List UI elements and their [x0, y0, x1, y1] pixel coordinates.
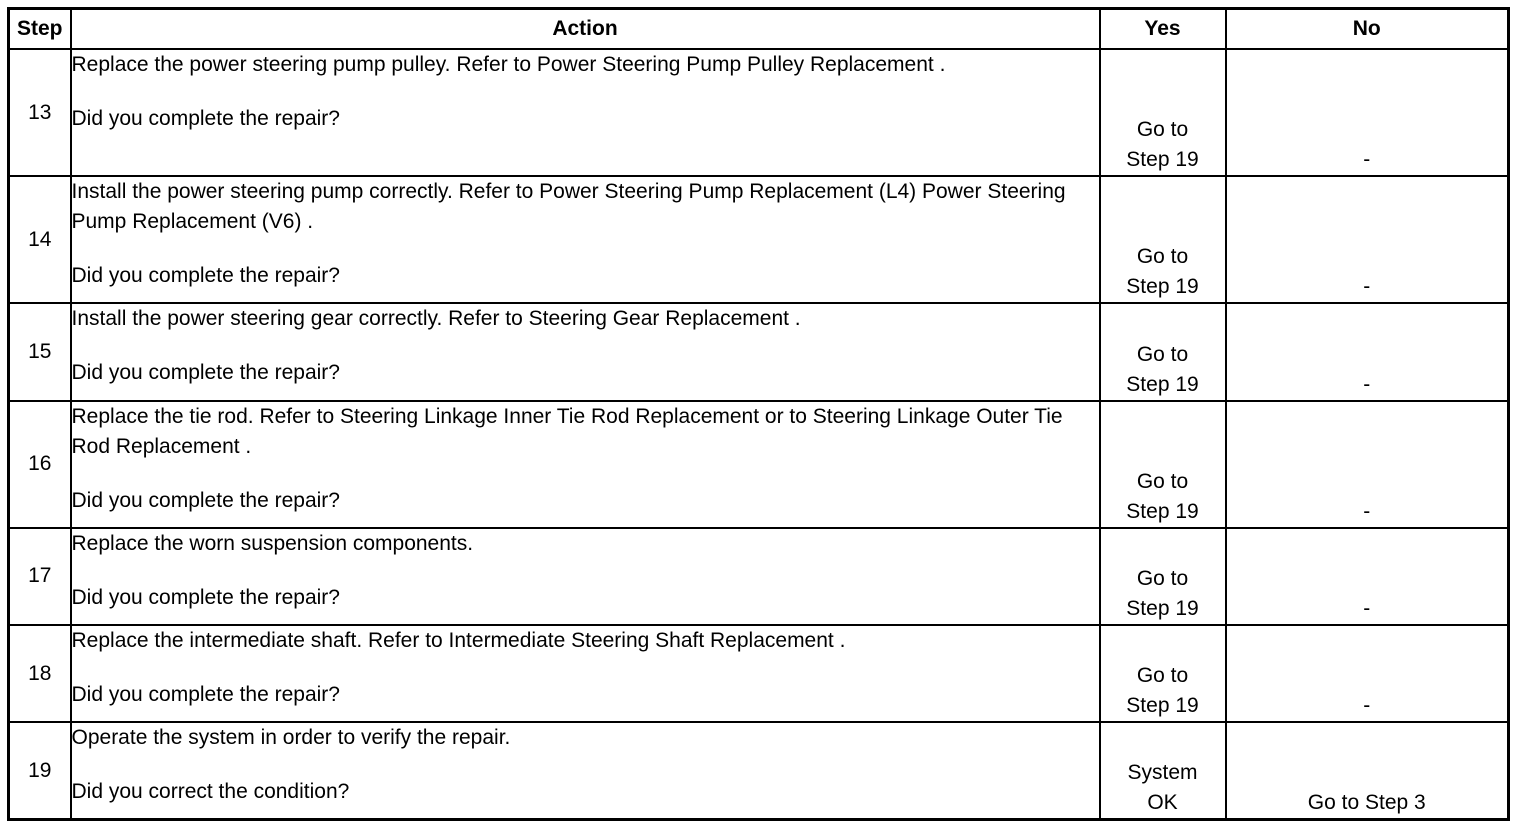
table-row [9, 401, 1509, 528]
table-row [9, 49, 1509, 176]
action-instruction: Replace the power steering pump pulley. Refer to Power Steering Pump Pulley Replacement . [71, 53, 946, 76]
no-result: - [1226, 303, 1509, 400]
action-question: Did you complete the repair? [71, 264, 340, 288]
action-question: Did you complete the repair? [71, 585, 340, 609]
action-cell [71, 303, 1100, 400]
step-number: 15 [9, 303, 71, 400]
step-number: 16 [9, 401, 71, 528]
action-cell [71, 401, 1100, 528]
yes-result [1100, 401, 1226, 528]
header-action: Action [71, 9, 1100, 50]
action-cell [71, 176, 1100, 303]
diagnostic-table [7, 7, 1510, 821]
no-result: Go to Step 3 [1226, 722, 1509, 819]
yes-result [1100, 722, 1226, 819]
action-instruction: Replace the tie rod. Refer to Steering Linkage Inner Tie Rod Replacement or to Steering Linkage Outer Tie Rod Replacement . [71, 404, 1063, 458]
step-number: 17 [9, 528, 71, 625]
action-question: Did you complete the repair? [71, 107, 340, 130]
header-step: Step [9, 9, 71, 50]
action-question: Did you complete the repair? [71, 361, 340, 385]
yes-result [1100, 528, 1226, 625]
yes-result-text: Go to Step 19 [1126, 567, 1199, 621]
no-result: - [1226, 176, 1509, 303]
table-row [9, 625, 1509, 722]
action-cell [71, 722, 1100, 819]
table-row [9, 303, 1509, 400]
action-cell [71, 528, 1100, 625]
action-instruction: Install the power steering gear correctly. Refer to Steering Gear Replacement . [71, 307, 801, 331]
action-instruction: Install the power steering pump correctly. Refer to Power Steering Pump Replacement (L4) Power Steering Pump Replacement (V6) . [71, 180, 1066, 234]
step-number: 13 [9, 49, 71, 176]
table-row [9, 176, 1509, 303]
table-row [9, 722, 1509, 819]
header-row [9, 9, 1509, 50]
yes-result-text: Go to Step 19 [1126, 664, 1199, 718]
yes-result [1100, 176, 1226, 303]
header-yes: Yes [1100, 9, 1226, 50]
action-instruction: Operate the system in order to verify the repair. [71, 726, 511, 750]
yes-result-text: Go to Step 19 [1126, 118, 1199, 172]
step-number: 19 [9, 722, 71, 819]
no-result: - [1226, 49, 1509, 176]
no-result: - [1226, 528, 1509, 625]
yes-result [1100, 625, 1226, 722]
action-question: Did you complete the repair? [71, 683, 340, 707]
action-question: Did you correct the condition? [71, 780, 350, 804]
header-no: No [1226, 9, 1509, 50]
step-number: 18 [9, 625, 71, 722]
no-result: - [1226, 625, 1509, 722]
yes-result-text: Go to Step 19 [1126, 469, 1199, 523]
action-question: Did you complete the repair? [71, 488, 340, 512]
yes-result-text: Go to Step 19 [1126, 245, 1199, 299]
yes-result-text: Go to Step 19 [1126, 342, 1199, 396]
action-cell [71, 625, 1100, 722]
yes-result [1100, 49, 1226, 176]
action-cell [71, 49, 1100, 176]
no-result: - [1226, 401, 1509, 528]
step-number: 14 [9, 176, 71, 303]
action-instruction: Replace the intermediate shaft. Refer to Intermediate Steering Shaft Replacement . [71, 629, 846, 653]
action-instruction: Replace the worn suspension components. [71, 531, 474, 555]
yes-result-text: System OK [1127, 761, 1198, 814]
yes-result [1100, 303, 1226, 400]
table-row [9, 528, 1509, 625]
